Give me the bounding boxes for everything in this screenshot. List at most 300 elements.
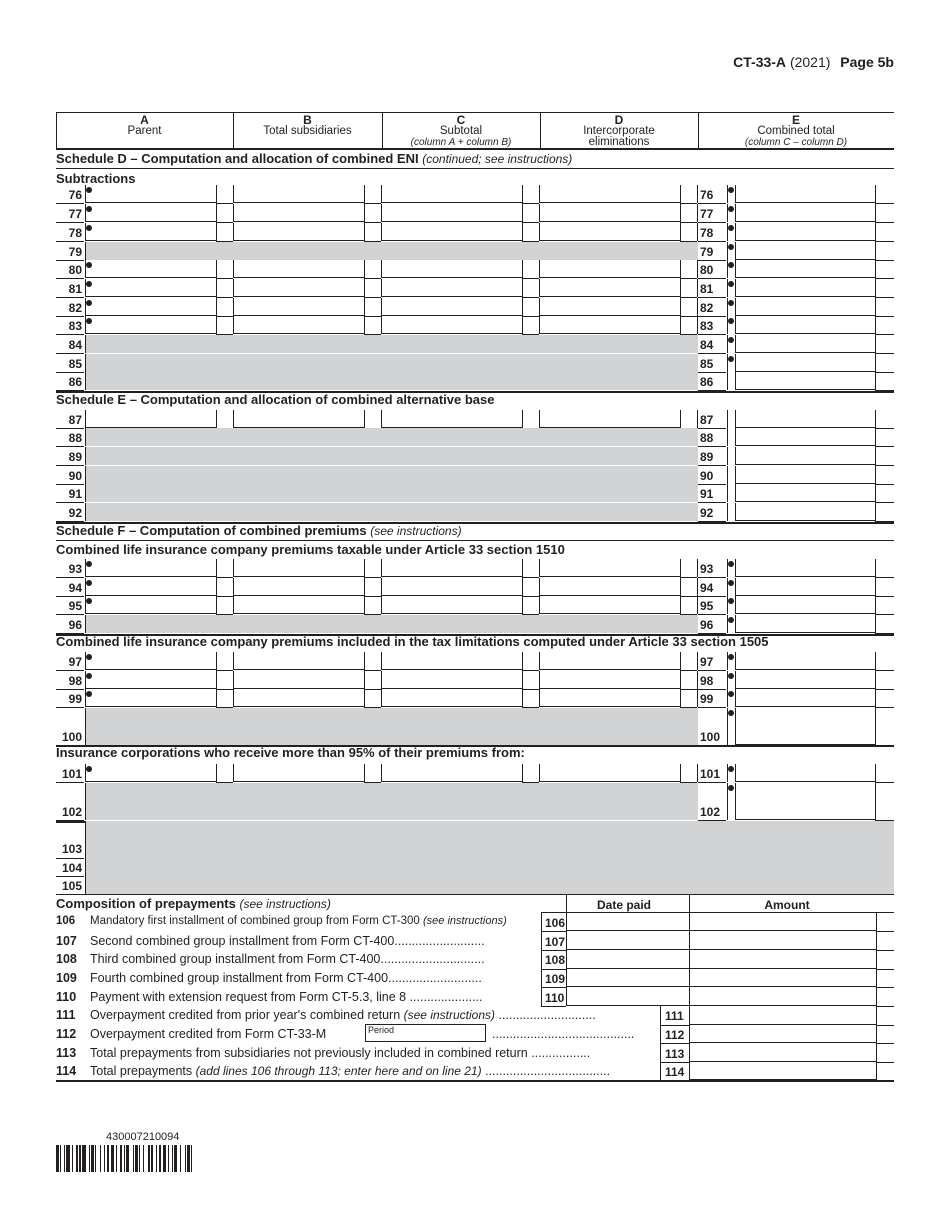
field-divider: [735, 671, 736, 689]
row-underline: [698, 689, 726, 690]
amount-field[interactable]: [735, 410, 875, 428]
line-number-left: 94: [68, 581, 82, 595]
prepay-amount-field[interactable]: [690, 1006, 876, 1025]
field-divider: [364, 652, 365, 670]
amount-field[interactable]: [735, 466, 875, 484]
field-underline: [522, 577, 539, 578]
bullet-icon: [728, 318, 734, 324]
line-number-left: 105: [61, 879, 82, 893]
schedule-f-sub2: Combined life insurance company premiums included in the tax limitations computed under Article 33 section 1505: [56, 634, 769, 649]
barcode-bar: [72, 1145, 73, 1172]
amount-field[interactable]: [735, 615, 875, 633]
field-divider: [216, 559, 217, 577]
barcode-bar: [66, 1145, 70, 1172]
amount-field[interactable]: [735, 783, 875, 820]
field-divider: [680, 298, 681, 316]
field-underline: [216, 222, 233, 223]
box-number: 112: [665, 1028, 685, 1042]
prepay-rule: [541, 987, 566, 988]
bullet-icon: [86, 281, 92, 287]
field-divider: [875, 335, 876, 353]
amount-field[interactable]: [735, 689, 875, 707]
line-number-right: 90: [700, 469, 714, 483]
bullet-icon: [728, 244, 734, 250]
bullet-icon: [728, 206, 734, 212]
line-number-right: 95: [700, 599, 714, 613]
row-underline: [56, 614, 84, 615]
amount-field[interactable]: [540, 559, 680, 577]
field-divider: [522, 764, 523, 782]
field-divider: [364, 204, 365, 222]
row-underline: [56, 353, 84, 354]
prepay-rule: [876, 950, 894, 951]
amount-field[interactable]: [233, 298, 364, 316]
amount-field[interactable]: [86, 260, 216, 278]
field-divider: [735, 298, 736, 316]
amount-field[interactable]: [735, 503, 875, 521]
amount-field[interactable]: [735, 260, 875, 278]
field-underline: [875, 670, 894, 671]
prepay-rule: [876, 1025, 894, 1026]
field-divider: [522, 204, 523, 222]
field-divider: [875, 671, 876, 689]
amount-field[interactable]: [540, 652, 680, 670]
line-number-right: 94: [700, 581, 714, 595]
field-divider: [735, 559, 736, 577]
field-divider: [735, 783, 736, 820]
row-underline: [698, 260, 726, 261]
amount-field[interactable]: [233, 223, 364, 241]
field-underline: [364, 670, 381, 671]
field-divider: [522, 596, 523, 614]
amount-field[interactable]: [382, 185, 522, 203]
field-underline: [680, 203, 697, 204]
field-divider: [875, 578, 876, 596]
bullet-icon: [728, 356, 734, 362]
barcode-bar: [100, 1145, 101, 1172]
line-number-left: 79: [68, 245, 82, 259]
period-label: Period: [368, 1025, 395, 1035]
date-paid-field[interactable]: [567, 950, 689, 969]
amount-field[interactable]: [382, 764, 522, 782]
shaded-cell: [86, 354, 698, 372]
barcode-bar: [180, 1145, 181, 1172]
amount-field[interactable]: [735, 223, 875, 241]
bullet-icon: [728, 300, 734, 306]
amount-field[interactable]: [735, 764, 875, 782]
row-underline: [56, 428, 84, 429]
field-divider: [364, 689, 365, 707]
field-divider: [680, 671, 681, 689]
amount-field[interactable]: [86, 223, 216, 241]
prepay-rule: [876, 931, 894, 932]
row-underline: [56, 222, 84, 223]
row-underline: [56, 446, 84, 447]
amount-field[interactable]: [86, 204, 216, 222]
prepay-amount-field[interactable]: [690, 1025, 876, 1043]
prepay-rule: [541, 969, 566, 970]
amount-field[interactable]: [86, 316, 216, 334]
amount-field[interactable]: [86, 279, 216, 297]
amount-field[interactable]: [86, 652, 216, 670]
prepay-row-107: 107 Second combined group installment from Form CT-400..........................: [56, 934, 485, 948]
amount-field[interactable]: [382, 279, 522, 297]
barcode-bar: [79, 1145, 80, 1172]
field-divider: [680, 689, 681, 707]
field-underline: [875, 689, 894, 690]
line-number-left: 93: [68, 562, 82, 576]
field-divider: [680, 279, 681, 297]
amount-field[interactable]: [540, 279, 680, 297]
line-number-left: 101: [61, 767, 82, 781]
bullet-icon: [728, 673, 734, 679]
date-paid-field[interactable]: [567, 931, 689, 950]
amount-field[interactable]: [735, 428, 875, 446]
field-underline: [875, 428, 894, 429]
field-divider: [875, 204, 876, 222]
header-bottom-rule: [56, 148, 894, 150]
row-underline: [698, 707, 726, 708]
field-divider: [735, 578, 736, 596]
amount-field[interactable]: [540, 671, 680, 689]
amount-field[interactable]: [735, 578, 875, 596]
amount-field[interactable]: [382, 652, 522, 670]
prepay-rule: [876, 1062, 894, 1063]
amount-field[interactable]: [86, 671, 216, 689]
field-divider: [522, 578, 523, 596]
amount-field[interactable]: [86, 764, 216, 782]
bullet-icon: [86, 187, 92, 193]
amount-field[interactable]: [540, 204, 680, 222]
line-number-right: 78: [700, 226, 714, 240]
field-underline: [875, 484, 894, 485]
amount-field[interactable]: [233, 596, 364, 614]
field-underline: [680, 689, 697, 690]
line-number-right: 79: [700, 245, 714, 259]
barcode-bar: [107, 1145, 110, 1172]
row-underline: [698, 614, 726, 615]
amount-field[interactable]: [382, 671, 522, 689]
amount-field[interactable]: [540, 316, 680, 334]
barcode-bar: [111, 1145, 115, 1172]
line-number-right: 87: [700, 413, 714, 427]
box-number: 111: [665, 1009, 684, 1023]
line-number-left: 89: [68, 450, 82, 464]
period-field[interactable]: [365, 1024, 486, 1042]
barcode-bar: [126, 1145, 129, 1172]
amount-field[interactable]: [735, 298, 875, 316]
prepay-amount-field[interactable]: [690, 987, 876, 1006]
field-divider: [216, 223, 217, 241]
shaded-cell: [86, 372, 698, 390]
date-paid-field[interactable]: [567, 969, 689, 987]
row-underline: [698, 596, 726, 597]
amount-field[interactable]: [86, 578, 216, 596]
prepay-rule: [876, 969, 894, 970]
bullet-icon: [728, 617, 734, 623]
bullet-icon: [728, 580, 734, 586]
amount-field[interactable]: [86, 410, 216, 428]
field-divider: [735, 596, 736, 614]
field-underline: [216, 316, 233, 317]
amount-field[interactable]: [233, 260, 364, 278]
amount-field[interactable]: [382, 689, 522, 707]
column-c-header: C Subtotal (column A + column B): [410, 113, 512, 148]
amount-field[interactable]: [735, 204, 875, 222]
shaded-block: [86, 821, 894, 894]
amount-field[interactable]: [86, 689, 216, 707]
field-divider: [875, 484, 876, 502]
amount-field[interactable]: [233, 204, 364, 222]
date-paid-field[interactable]: [567, 987, 689, 1006]
field-underline: [216, 596, 233, 597]
amount-header: Amount: [764, 898, 810, 912]
barcode-bar: [135, 1145, 138, 1172]
amount-field[interactable]: [233, 410, 364, 428]
field-divider: [680, 652, 681, 670]
field-underline: [875, 502, 894, 503]
amount-field[interactable]: [735, 708, 875, 745]
amount-field[interactable]: [735, 447, 875, 465]
row-divider: [727, 410, 728, 428]
bullet-icon: [86, 673, 92, 679]
row-underline: [56, 596, 84, 597]
amount-field[interactable]: [735, 354, 875, 372]
amount-field[interactable]: [233, 764, 364, 782]
amount-field[interactable]: [233, 279, 364, 297]
prepay-amount-field[interactable]: [690, 931, 876, 950]
barcode-bar: [185, 1145, 186, 1172]
line-number-left: 86: [68, 375, 82, 389]
field-underline: [364, 278, 381, 279]
field-divider: [875, 279, 876, 297]
amount-field[interactable]: [382, 260, 522, 278]
field-divider: [364, 764, 365, 782]
field-divider: [735, 204, 736, 222]
amount-field[interactable]: [382, 223, 522, 241]
amount-field[interactable]: [86, 559, 216, 577]
date-paid-header: Date paid: [596, 898, 651, 912]
bullet-icon: [728, 785, 734, 791]
amount-field[interactable]: [233, 559, 364, 577]
shaded-cell: [86, 503, 698, 521]
field-divider: [680, 316, 681, 334]
field-underline: [364, 596, 381, 597]
amount-field[interactable]: [382, 559, 522, 577]
field-underline: [364, 316, 381, 317]
prepay-rule: [660, 1043, 689, 1044]
prepay-row-111: 111 Overpayment credited from prior year's combined return (see instructions) ............................: [56, 1008, 596, 1022]
field-underline: [875, 707, 894, 708]
field-divider: [735, 354, 736, 372]
amount-field[interactable]: [735, 671, 875, 689]
row-underline: [56, 278, 84, 279]
field-divider: [735, 223, 736, 241]
schedule-f-sub1: Combined life insurance company premiums taxable under Article 33 section 1510: [56, 542, 565, 557]
shaded-cell: [86, 242, 698, 260]
row-underline: [698, 222, 726, 223]
section-rule: [56, 540, 894, 541]
amount-field[interactable]: [233, 316, 364, 334]
line-number-left: 103: [61, 842, 82, 856]
field-divider: [364, 596, 365, 614]
field-divider: [522, 671, 523, 689]
field-divider: [735, 652, 736, 670]
row-underline: [56, 782, 84, 783]
field-underline: [875, 353, 894, 354]
line-number-left: 82: [68, 301, 82, 315]
amount-field[interactable]: [382, 410, 522, 428]
amount-field[interactable]: [735, 185, 875, 203]
row-underline: [698, 334, 726, 335]
barcode-bar: [139, 1145, 140, 1172]
line-number-left: 100: [61, 730, 82, 744]
prepay-row-113: 113 Total prepayments from subsidiaries not previously included in combined return .................: [56, 1046, 591, 1060]
bullet-icon: [86, 206, 92, 212]
prepay-amount-field[interactable]: [690, 950, 876, 969]
amount-field[interactable]: [735, 596, 875, 614]
line-number-right: 92: [700, 506, 714, 520]
field-divider: [680, 185, 681, 203]
prepay-amount-field[interactable]: [690, 1043, 876, 1062]
prepay-row-108: 108 Third combined group installment from Form CT-400..............................: [56, 952, 485, 966]
amount-field[interactable]: [735, 316, 875, 334]
line-number-left: 91: [68, 487, 82, 501]
row-underline: [56, 241, 84, 242]
bullet-icon: [86, 691, 92, 697]
line-number-right: 101: [700, 767, 721, 781]
amount-field[interactable]: [735, 652, 875, 670]
amount-field[interactable]: [86, 185, 216, 203]
amount-field[interactable]: [540, 298, 680, 316]
field-divider: [735, 242, 736, 260]
field-divider: [875, 689, 876, 707]
amount-field[interactable]: [540, 260, 680, 278]
prepay-rule: [541, 931, 566, 932]
row-underline: [698, 577, 726, 578]
amount-field[interactable]: [540, 223, 680, 241]
field-divider: [735, 316, 736, 334]
field-underline: [680, 297, 697, 298]
prepay-amount-field[interactable]: [690, 969, 876, 987]
field-divider: [216, 671, 217, 689]
page-number: Page 5b: [840, 54, 894, 70]
shaded-cell: [86, 466, 698, 484]
field-underline: [522, 222, 539, 223]
line-number-left: 85: [68, 357, 82, 371]
field-divider: [364, 298, 365, 316]
bullet-icon: [728, 598, 734, 604]
field-underline: [875, 297, 894, 298]
field-divider: [875, 223, 876, 241]
row-underline: [56, 203, 84, 204]
field-divider: [680, 596, 681, 614]
field-underline: [522, 689, 539, 690]
amount-field[interactable]: [735, 484, 875, 502]
field-underline: [875, 465, 894, 466]
bullet-icon: [728, 561, 734, 567]
schedule-f-sub3: Insurance corporations who receive more than 95% of their premiums from:: [56, 745, 525, 760]
amount-field[interactable]: [382, 204, 522, 222]
field-divider: [522, 298, 523, 316]
line-number-right: 100: [700, 730, 721, 744]
barcode-bar: [163, 1145, 167, 1172]
date-paid-field[interactable]: [567, 913, 689, 931]
field-underline: [216, 670, 233, 671]
field-divider: [216, 410, 217, 428]
amount-field[interactable]: [540, 689, 680, 707]
field-underline: [680, 596, 697, 597]
amount-field[interactable]: [382, 596, 522, 614]
schedule-d-title: Schedule D – Computation and allocation of combined ENI (continued; see instructions): [56, 151, 573, 166]
field-divider: [522, 185, 523, 203]
amount-field[interactable]: [540, 410, 680, 428]
amount-field[interactable]: [382, 578, 522, 596]
amount-field[interactable]: [735, 242, 875, 260]
barcode: [56, 1145, 240, 1172]
amount-field[interactable]: [86, 596, 216, 614]
amount-field[interactable]: [540, 578, 680, 596]
amount-field[interactable]: [540, 185, 680, 203]
row-divider: [727, 466, 728, 484]
amount-field[interactable]: [735, 335, 875, 353]
bullet-icon: [728, 187, 734, 193]
field-divider: [680, 764, 681, 782]
field-divider: [364, 279, 365, 297]
field-divider: [216, 279, 217, 297]
amount-field[interactable]: [540, 764, 680, 782]
amount-field[interactable]: [233, 689, 364, 707]
prepay-divider: [876, 912, 877, 1081]
barcode-bar: [89, 1145, 90, 1172]
amount-field[interactable]: [233, 671, 364, 689]
row-underline: [698, 502, 726, 503]
amount-field[interactable]: [735, 279, 875, 297]
field-divider: [216, 578, 217, 596]
field-underline: [522, 203, 539, 204]
box-number: 106: [545, 916, 566, 930]
amount-field[interactable]: [735, 559, 875, 577]
amount-field[interactable]: [233, 578, 364, 596]
schedule-d-subtitle: Subtractions: [56, 171, 136, 186]
amount-field[interactable]: [382, 316, 522, 334]
prepay-amount-field[interactable]: [690, 1062, 876, 1080]
row-underline: [56, 689, 84, 690]
field-underline: [216, 203, 233, 204]
field-underline: [875, 596, 894, 597]
barcode-bar: [148, 1145, 149, 1172]
amount-field[interactable]: [233, 652, 364, 670]
row-underline: [698, 484, 726, 485]
line-number-right: 99: [700, 692, 714, 706]
schedule-e-title: Schedule E – Computation and allocation of combined alternative base: [56, 392, 495, 407]
amount-field[interactable]: [540, 596, 680, 614]
field-divider: [735, 447, 736, 465]
amount-field[interactable]: [382, 298, 522, 316]
field-underline: [216, 577, 233, 578]
bullet-icon: [728, 710, 734, 716]
amount-field[interactable]: [735, 372, 875, 390]
amount-field[interactable]: [86, 298, 216, 316]
prepay-amount-field[interactable]: [690, 913, 876, 931]
bullet-icon: [86, 580, 92, 586]
row-underline: [698, 297, 726, 298]
row-underline: [698, 782, 726, 783]
field-divider: [216, 596, 217, 614]
amount-field[interactable]: [233, 185, 364, 203]
line-number-right: 91: [700, 487, 714, 501]
field-divider: [875, 354, 876, 372]
